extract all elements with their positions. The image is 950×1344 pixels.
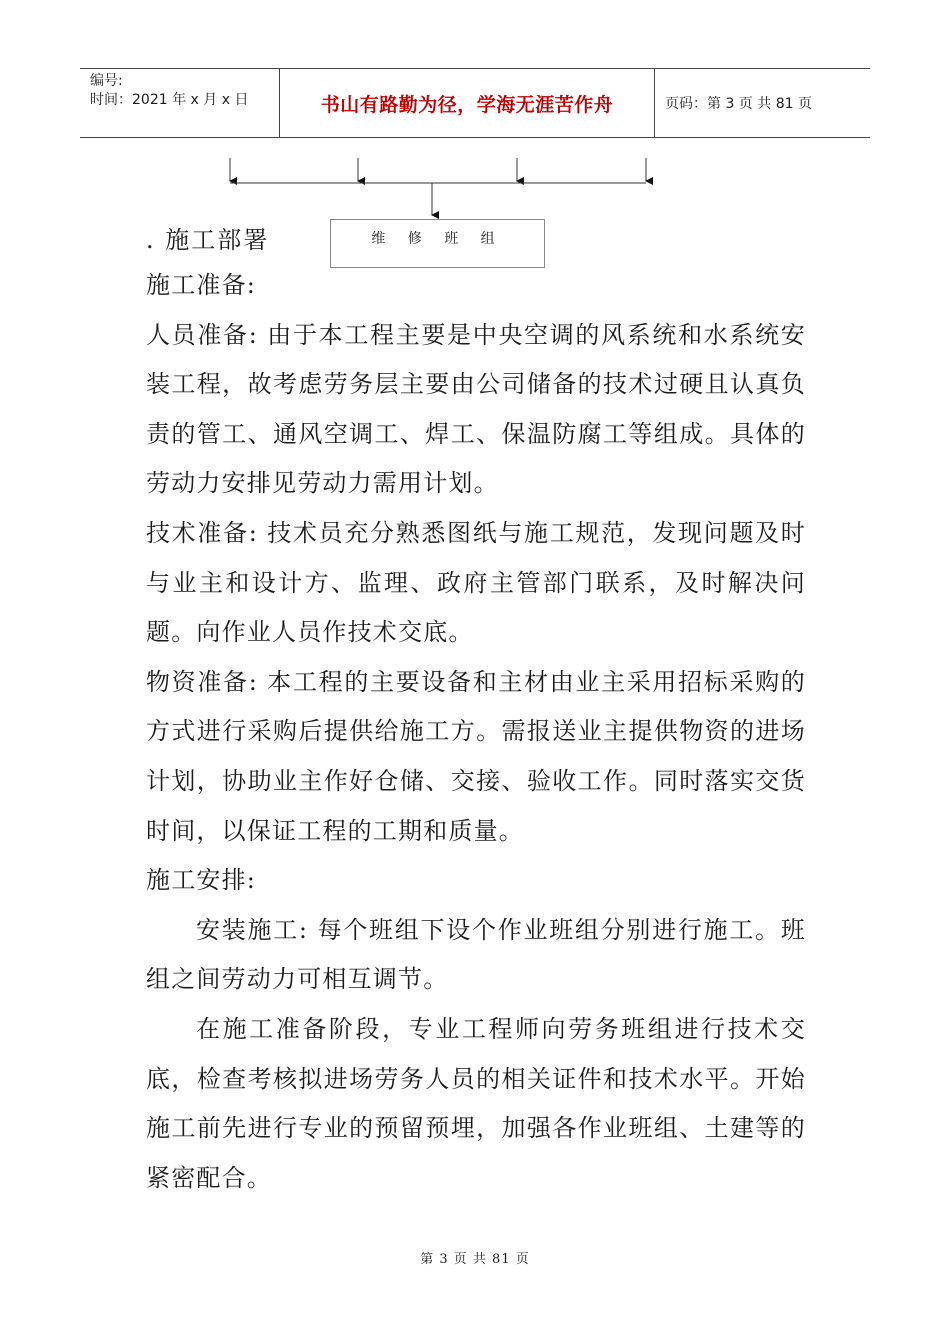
page-header bbox=[80, 68, 870, 138]
personnel-paragraph: 人员准备: 由于本工程主要是中央空调的风系统和水系统安装工程，故考虑劳务层主要由公司储备的技术过硬且认真负责的管工、通风空调工、焊工、保温防腐工等组成。具体的劳动力安排见劳动力需用计划。 bbox=[146, 320, 806, 498]
team-label: 维 修 班 组 bbox=[371, 230, 504, 247]
header-meta bbox=[80, 69, 280, 137]
time-label: 时间：2021 年 x 月 x 日 bbox=[90, 92, 249, 108]
number-label: 编号: bbox=[90, 73, 123, 89]
stage-paragraph: 在施工准备阶段，专业工程师向劳务班组进行技术交底，检查考核拟进场劳务人员的相关证件和技术水平。开始施工前先进行专业的预留预埋，加强各作业班组、土建等的紧密配合。 bbox=[146, 1014, 806, 1192]
header-page-info: 页码：第 3 页 共 81 页 bbox=[665, 96, 812, 112]
arrange-title: 施工安排: bbox=[146, 866, 257, 895]
prep-title: 施工准备: bbox=[146, 271, 257, 299]
document-body bbox=[146, 261, 806, 1203]
page-footer: 第 3 页 共 81 页 bbox=[420, 1252, 530, 1267]
materials-paragraph: 物资准备: 本工程的主要设备和主材由业主采用招标采购的方式进行采购后提供给施工方。需报送业主提供物资的进场计划，协助业主作好仓储、交接、验收工作。同时落实交货时间，以保证工程的工期和质量。 bbox=[146, 667, 806, 845]
header-motto: 书山有路勤为径，学海无涯苦作舟 bbox=[280, 69, 655, 137]
install-paragraph: 安装施工: 每个班组下设个作业班组分别进行施工。班组之间劳动力可相互调节。 bbox=[146, 915, 806, 994]
technical-paragraph: 技术准备: 技术员充分熟悉图纸与施工规范，发现问题及时与业主和设计方、监理、政府主管部门联系，及时解决问题。向作业人员作技术交底。 bbox=[146, 518, 806, 647]
section-title: . 施工部署 bbox=[146, 226, 270, 254]
